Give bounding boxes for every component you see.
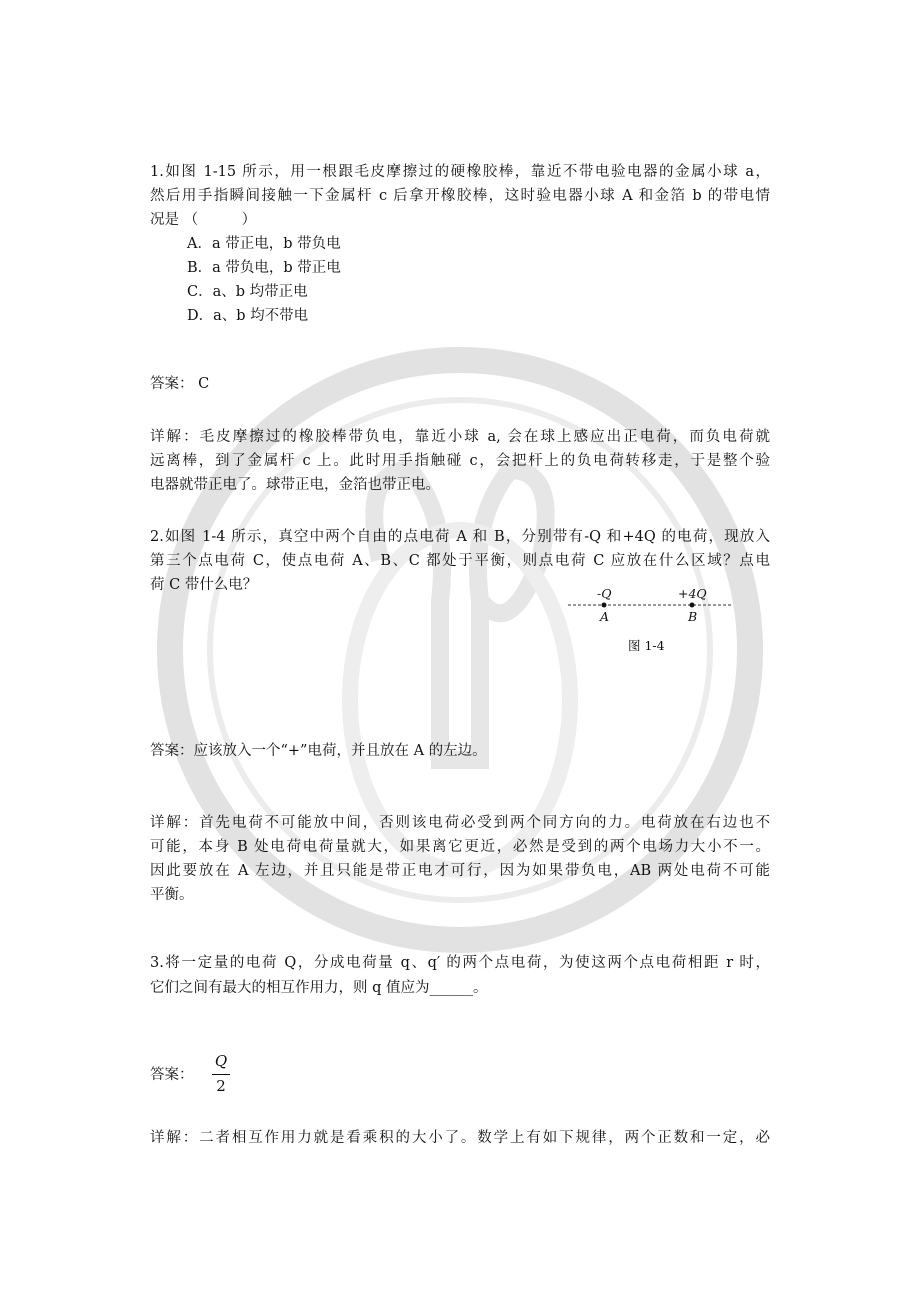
q1-line: 1.如图 1-15 所示，用一根跟毛皮摩擦过的硬橡胶棒，靠近不带电验电器的金属小球 a， [150, 164, 770, 180]
figure-caption: 图 1-4 [628, 638, 665, 653]
fraction-bar [212, 1074, 230, 1075]
answer-denominator: 2 [216, 1077, 226, 1095]
q1-option-b: B．a 带负电，b 带正电 [187, 260, 341, 276]
q2-line: 2.如图 1-4 所示，真空中两个自由的点电荷 A 和 B，分别带有-Q 和+4Q 的电荷，现放入 [150, 529, 770, 545]
q1-option-c: C．a、b 均带正电 [187, 284, 308, 300]
q1-detail-line: 详解：毛皮摩擦过的橡胶棒带负电，靠近小球 a, 会在球上感应出正电荷，而负电荷就 [150, 429, 770, 445]
q3-answer-label: 答案： [150, 1067, 194, 1083]
q1-answer: 答案： C [150, 376, 210, 392]
answer-numerator: Q [214, 1052, 228, 1070]
q1-detail-line: 电器就带正电了。球带正电，金箔也带正电。 [150, 477, 440, 493]
q2-answer: 答案：应该放入一个“+”电荷，并且放在 A 的左边。 [150, 743, 487, 759]
q3-line: 3.将一定量的电荷 Q，分成电荷量 q、q′ 的两个点电荷，为使这两个点电荷相距 r 时， [150, 955, 770, 971]
q2-detail-line: 平衡。 [150, 887, 194, 903]
charge-b-value: +4Q [678, 586, 707, 601]
q2-line: 荷 C 带什么电？ [150, 577, 258, 593]
q2-detail-line: 因此要放在 A 左边，并且只能是带正电才可行，因为如果带负电，AB 两处电荷不可能 [150, 863, 770, 879]
q1-line: 况是 （ ） [150, 212, 257, 228]
q1-option-d: D．a、b 均不带电 [187, 308, 309, 324]
q2-detail-line: 详解：首先电荷不可能放中间，否则该电荷必受到两个同方向的力。电荷放在右边也不 [150, 815, 770, 831]
charge-a-value: -Q [597, 586, 612, 601]
q1-line: 然后用手指瞬间接触一下金属杆 c 后拿开橡胶棒，这时验电器小球 A 和金箔 b 的带电情 [150, 188, 770, 204]
q1-option-a: A．a 带正电，b 带负电 [187, 236, 341, 252]
charge-b-label: B [688, 609, 698, 624]
q3-detail-line: 详解：二者相互作用力就是看乘积的大小了。数学上有如下规律，两个正数和一定，必 [150, 1130, 770, 1146]
q2-line: 第三个点电荷 C，使点电荷 A、B、C 都处于平衡，则点电荷 C 应放在什么区域？点电 [150, 553, 770, 569]
q2-detail-line: 可能，本身 B 处电荷电荷量就大，如果离它更近，必然是受到的两个电场力大小不一。 [150, 839, 770, 855]
q3-line: 它们之间有最大的相互作用力，则 q 值应为______。 [150, 980, 488, 996]
charge-line [568, 600, 733, 610]
q1-detail-line: 远离棒，到了金属杆 c 上。此时用手指触碰 c，会把杆上的负电荷转移走，于是整个验 [150, 453, 770, 469]
charge-a-label: A [600, 609, 610, 624]
